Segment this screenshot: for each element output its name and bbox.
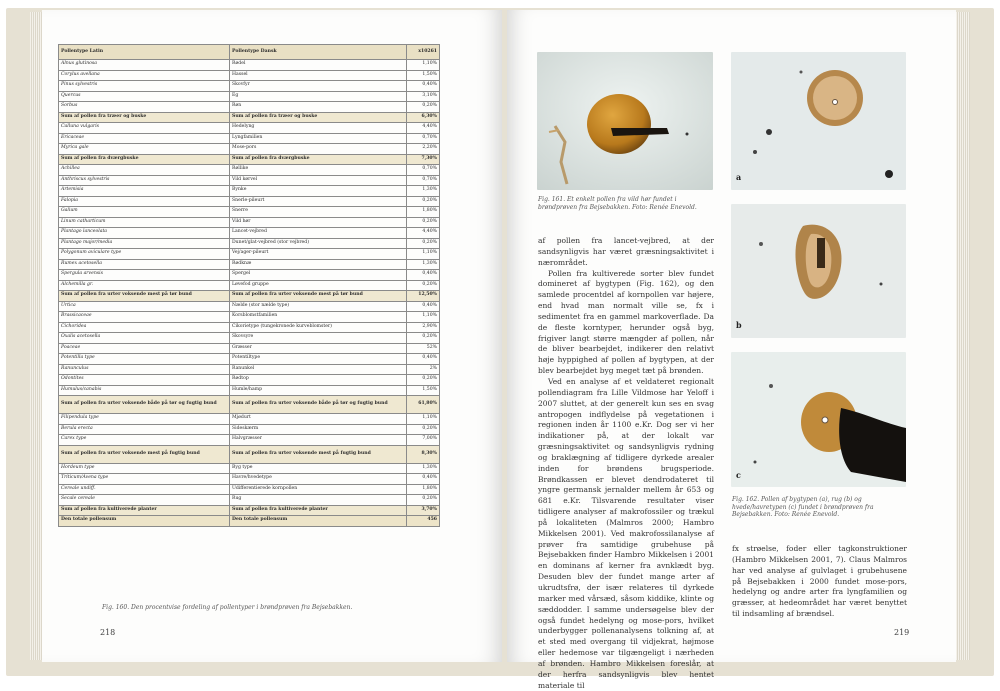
- cell-dansk: Rødtop: [230, 375, 407, 386]
- cell-latin: Achillea: [59, 165, 230, 176]
- cell-dansk: Sum af pollen fra urter voksende mest på fugtig bund: [230, 445, 407, 463]
- cell-latin: Alnus glutinosa: [59, 60, 230, 71]
- cell-value: 0,40%: [407, 474, 440, 485]
- cell-dansk: Lancet-vejbred: [230, 228, 407, 239]
- table-row: [59, 207, 440, 218]
- cell-value: 0,20%: [407, 424, 440, 435]
- table-row: [59, 144, 440, 155]
- cell-dansk: Skovsyre: [230, 333, 407, 344]
- cell-value: 2,90%: [407, 322, 440, 333]
- cell-dansk: Halvgræsser: [230, 435, 407, 446]
- table-row: [59, 301, 440, 312]
- cell-latin: Plantago major/media: [59, 238, 230, 249]
- cell-latin: Sorbus: [59, 102, 230, 113]
- cell-value: 3,10%: [407, 91, 440, 102]
- fig160-caption: Fig. 160. Den procentvise fordeling af pollentyper i brøndprøven fra Bejsebakken.: [102, 604, 353, 611]
- table-row: [59, 249, 440, 260]
- cell-latin: Odontites: [59, 375, 230, 386]
- table-row: [59, 354, 440, 365]
- hordeum-pollen-image: [731, 52, 906, 190]
- cell-latin: Ericaceae: [59, 133, 230, 144]
- fig162c-photo: [731, 352, 906, 487]
- cell-dansk: Vej/ager-pileurt: [230, 249, 407, 260]
- cell-latin: Pinus sylvestris: [59, 81, 230, 92]
- cell-dansk: Korsblomstfamilien: [230, 312, 407, 323]
- table-row: [59, 484, 440, 495]
- table-row: [59, 343, 440, 354]
- cell-value: 12,50%: [407, 291, 440, 302]
- table-row: [59, 165, 440, 176]
- table-row: [59, 238, 440, 249]
- cell-latin: Spergula arvensis: [59, 270, 230, 281]
- cell-latin: Sum af pollen fra urter voksende både på tør og fugtig bund: [59, 396, 230, 414]
- triticum-pollen-image: [731, 352, 906, 487]
- cell-latin: Anthriscus sylvestris: [59, 175, 230, 186]
- table-row: [59, 196, 440, 207]
- cell-latin: Artemisia: [59, 186, 230, 197]
- cell-dansk: Hassel: [230, 70, 407, 81]
- table-row: [59, 495, 440, 506]
- cell-value: 1,30%: [407, 259, 440, 270]
- cell-dansk: Humle/hamp: [230, 385, 407, 396]
- cell-dansk: Bynke: [230, 186, 407, 197]
- cell-latin: Hordeum type: [59, 463, 230, 474]
- body-column-2: [732, 544, 907, 620]
- paragraph-2: Pollen fra kultiverede sorter blev fundet domineret af bygtypen (Fig. 162), og den samlede procentdel af kornpollen var højere, end hvad man normalt ville se, fx i sedimentet fra en gammel markoverflade. Da de fleste korntyper, herunder også byg, frigiver langt større mængder af pollen, når de bliver bearbejdet, indikerer den relativt høje hyppighed af pollen af bygtypen, at der blev bearbejdet byg meget tæt på brønden.: [538, 268, 714, 376]
- cell-dansk: Græsser: [230, 343, 407, 354]
- cell-dansk: Ranunkel: [230, 364, 407, 375]
- cell-dansk: Snerre: [230, 207, 407, 218]
- cell-value: 1,50%: [407, 385, 440, 396]
- sum-row: [59, 291, 440, 302]
- photo-letter-c: c: [736, 470, 741, 480]
- table-row: [59, 414, 440, 425]
- cell-value: 2%: [407, 364, 440, 375]
- cell-latin: Alchemilla gr.: [59, 280, 230, 291]
- table-row: [59, 424, 440, 435]
- cell-latin: Rumex acetosella: [59, 259, 230, 270]
- page-edges-left: [30, 12, 42, 660]
- cell-value: 0,40%: [407, 301, 440, 312]
- cell-latin: Falopia: [59, 196, 230, 207]
- table-row: [59, 375, 440, 386]
- cell-latin: Sum af pollen fra dværgbuske: [59, 154, 230, 165]
- cell-value: 1,80%: [407, 207, 440, 218]
- sum-row: [59, 396, 440, 414]
- table-row: [59, 175, 440, 186]
- cell-dansk: Sum af pollen fra dværgbuske: [230, 154, 407, 165]
- cell-dansk: Mose-pors: [230, 144, 407, 155]
- cell-dansk: Havre/hvedetype: [230, 474, 407, 485]
- cell-dansk: Sum af pollen fra kultiverede planter: [230, 505, 407, 516]
- cell-dansk: Sum af pollen fra urter voksende mest på tør bund: [230, 291, 407, 302]
- cell-latin: Carex type: [59, 435, 230, 446]
- photo-letter-b: b: [736, 320, 742, 330]
- cell-dansk: Cikorietype (tungekronede kurveblomster): [230, 322, 407, 333]
- paragraph-3: Ved en analyse af et veldateret regionalt pollendiagram fra Lille Vildmose har Yeloff i 2007 sluttet, at der generelt kun ses en svag antropogen indflydelse på vegetationen i regionen inden år 1100 e.Kr. Dog ser vi her indikationer på, at der lokalt var græsningsaktivitet og sandsynligvis rydning og braklægning af tidligere dyrkede arealer inden for brøndens brugsperiode. Brøndkassen er blevet dendrodateret til yngre germansk jernalder mellem år 653 og 681 e.Kr. Tilsvarende resultater viser tidligere analyser af makrofossiler og trækul på lokaliteten (Malmros 2000; Hambro Mikkelsen 2001). Ved makrofossilanalyse af prøver fra samtidige grubehuse på Bejsebakken finder Hambro Mikkelsen i 2001 en dominans af kerner fra avnklædt byg. Desuden blev der fundet mange arter af ukrudtsfrø, der især relateres til dyrkede marker med vårsæd, såsom kiddike, klinte og sæddodder. I samme undersøgelse blev der også fundet hedelyng og mose-pors, hvilket underbygger pollenanalysens tolkning af, at et sted med overgang til vidjekrat, højmose eller hedemose var tilgængeligt i nærheden af brønden. Hambro Mikkelsen foreslår, at der herfra sandsynligvis blev hentet materiale til: [538, 376, 714, 690]
- table-row: [59, 102, 440, 113]
- cell-latin: Linum catharticum: [59, 217, 230, 228]
- cell-dansk: Dunet/glat-vejbred (stor vejbred): [230, 238, 407, 249]
- cell-value: 0,20%: [407, 375, 440, 386]
- cell-latin: Sum af pollen fra urter voksende mest på fugtig bund: [59, 445, 230, 463]
- cell-latin: Cichoridea: [59, 322, 230, 333]
- cell-latin: Brassicaceae: [59, 312, 230, 323]
- cell-latin: Urtica: [59, 301, 230, 312]
- cell-latin: Berula erecta: [59, 424, 230, 435]
- header-value: x10261: [407, 45, 440, 60]
- table-row: [59, 228, 440, 239]
- linum-pollen-image: [537, 52, 713, 190]
- table-row: [59, 435, 440, 446]
- cell-dansk: Byg type: [230, 463, 407, 474]
- cell-dansk: Røllike: [230, 165, 407, 176]
- header-dansk: Pollentype Dansk: [230, 45, 407, 60]
- cell-value: 0,20%: [407, 280, 440, 291]
- table-row: [59, 133, 440, 144]
- cell-dansk: Rødel: [230, 60, 407, 71]
- cell-dansk: Eg: [230, 91, 407, 102]
- cell-latin: Sum af pollen fra kultiverede planter: [59, 505, 230, 516]
- cell-value: 4,40%: [407, 228, 440, 239]
- cell-latin: Calluna vulgaris: [59, 123, 230, 134]
- cell-value: 8,30%: [407, 445, 440, 463]
- cell-latin: Humulus/canabis: [59, 385, 230, 396]
- cell-dansk: Nælde (stor nælde type): [230, 301, 407, 312]
- table-row: [59, 70, 440, 81]
- table-header-row: [59, 45, 440, 60]
- cell-value: 1,30%: [407, 463, 440, 474]
- cell-latin: Plantago lanceolata: [59, 228, 230, 239]
- cell-value: 456: [407, 516, 440, 527]
- table-row: [59, 81, 440, 92]
- table-row: [59, 364, 440, 375]
- page-edges-right: [956, 12, 970, 660]
- cell-latin: Sum af pollen fra træer og buske: [59, 112, 230, 123]
- cell-value: 1,80%: [407, 484, 440, 495]
- cell-value: 6,30%: [407, 112, 440, 123]
- cell-latin: Potentilla type: [59, 354, 230, 365]
- cell-dansk: Rødknæ: [230, 259, 407, 270]
- page-number-right: 219: [894, 628, 910, 637]
- table-row: [59, 60, 440, 71]
- fig162b-photo: [731, 204, 906, 338]
- cell-value: 1,30%: [407, 186, 440, 197]
- cell-latin: Den totale pollensum: [59, 516, 230, 527]
- fig161-photo: [537, 52, 713, 190]
- pollen-table: [58, 44, 440, 527]
- cell-dansk: Potentiltype: [230, 354, 407, 365]
- table-row: [59, 385, 440, 396]
- fig162-caption: Fig. 162. Pollen af bygtypen (a), rug (b) og hvede/havretypen (c) fundet i brøndprøven fra Bejsebakken. Foto: Renée Enevold.: [732, 496, 874, 518]
- cell-latin: Quercus: [59, 91, 230, 102]
- body-column-1: [538, 236, 714, 691]
- cell-dansk: Skovfyr: [230, 81, 407, 92]
- total-row: [59, 516, 440, 527]
- fig161-caption: Fig. 161. Et enkelt pollen fra vild hør fundet i brøndprøven fra Bejsebakken. Foto: Renée Enevold.: [538, 196, 697, 211]
- cell-value: 0,40%: [407, 81, 440, 92]
- cell-latin: Galium: [59, 207, 230, 218]
- cell-value: 7,00%: [407, 435, 440, 446]
- cell-dansk: Snerle-pileurt: [230, 196, 407, 207]
- header-latin: Pollentype Latin: [59, 45, 230, 60]
- cell-dansk: Røn: [230, 102, 407, 113]
- cell-value: 1,10%: [407, 249, 440, 260]
- cell-value: 0,70%: [407, 165, 440, 176]
- cell-value: 0,20%: [407, 333, 440, 344]
- cell-latin: Myrica gale: [59, 144, 230, 155]
- cell-value: 1,50%: [407, 70, 440, 81]
- cell-latin: Corylus avellana: [59, 70, 230, 81]
- cell-latin: Poaceae: [59, 343, 230, 354]
- cell-dansk: Løvefod gruppe: [230, 280, 407, 291]
- cell-latin: Ranunculus: [59, 364, 230, 375]
- cell-latin: Triticum/Avena type: [59, 474, 230, 485]
- cell-value: 4,40%: [407, 123, 440, 134]
- cell-value: 0,70%: [407, 175, 440, 186]
- sum-row: [59, 505, 440, 516]
- sum-row: [59, 112, 440, 123]
- table-row: [59, 280, 440, 291]
- cell-latin: Secale cereale: [59, 495, 230, 506]
- cell-value: 0,20%: [407, 196, 440, 207]
- cell-dansk: Udifferentierede kornpollen: [230, 484, 407, 495]
- cell-latin: Filipendula type: [59, 414, 230, 425]
- table-row: [59, 91, 440, 102]
- sum-row: [59, 154, 440, 165]
- photo-letter-a: a: [736, 172, 742, 182]
- cell-dansk: Mjødurt: [230, 414, 407, 425]
- cell-dansk: Vild kørvel: [230, 175, 407, 186]
- fig162a-photo: [731, 52, 906, 190]
- table-row: [59, 186, 440, 197]
- secale-pollen-image: [731, 204, 906, 338]
- cell-dansk: Rug: [230, 495, 407, 506]
- cell-value: 1,10%: [407, 60, 440, 71]
- table-row: [59, 474, 440, 485]
- cell-latin: Cereale undiff.: [59, 484, 230, 495]
- cell-value: 7,30%: [407, 154, 440, 165]
- table-row: [59, 259, 440, 270]
- cell-value: 1,10%: [407, 414, 440, 425]
- cell-latin: Oxalis acetosella: [59, 333, 230, 344]
- cell-value: 0,40%: [407, 354, 440, 365]
- cell-dansk: Spergel: [230, 270, 407, 281]
- table-row: [59, 123, 440, 134]
- cell-dansk: Sum af pollen fra urter voksende både på tør og fugtig bund: [230, 396, 407, 414]
- cell-value: 1,10%: [407, 312, 440, 323]
- table-row: [59, 322, 440, 333]
- sum-row: [59, 445, 440, 463]
- paragraph-1: af pollen fra lancet-vejbred, at der sandsynligvis har været græsningsaktivitet i nærområdet.: [538, 236, 714, 267]
- table-row: [59, 217, 440, 228]
- cell-dansk: Lyngfamilien: [230, 133, 407, 144]
- cell-value: 2,20%: [407, 144, 440, 155]
- cell-dansk: Hedelyng: [230, 123, 407, 134]
- table-row: [59, 333, 440, 344]
- cell-latin: Sum af pollen fra urter voksende mest på tør bund: [59, 291, 230, 302]
- cell-value: 0,70%: [407, 133, 440, 144]
- cell-dansk: Sideskærm: [230, 424, 407, 435]
- cell-dansk: Den totale pollensum: [230, 516, 407, 527]
- cell-value: 61,80%: [407, 396, 440, 414]
- cell-dansk: Sum af pollen fra træer og buske: [230, 112, 407, 123]
- paragraph-column2: fx strøelse, foder eller tagkonstruktioner (Hambro Mikkelsen 2001, 7). Claus Malmros har ved analyse af gulvlaget i grubehusene på Bejsebakken i 2000 fundet mose-pors, hedelyng og andre arter fra lyngfamilien og græsser, at hedeområdet har været benyttet til indsamling af brændsel.: [732, 544, 907, 619]
- cell-value: 0,20%: [407, 495, 440, 506]
- cell-value: 52%: [407, 343, 440, 354]
- cell-dansk: Vild hør: [230, 217, 407, 228]
- cell-value: 0,20%: [407, 238, 440, 249]
- cell-value: 3,70%: [407, 505, 440, 516]
- table-row: [59, 312, 440, 323]
- page-number-left: 218: [100, 628, 116, 637]
- cell-latin: Polygonum aviculare type: [59, 249, 230, 260]
- cell-value: 0,40%: [407, 270, 440, 281]
- cell-value: 0,20%: [407, 217, 440, 228]
- table-row: [59, 463, 440, 474]
- table-row: [59, 270, 440, 281]
- cell-value: 0,20%: [407, 102, 440, 113]
